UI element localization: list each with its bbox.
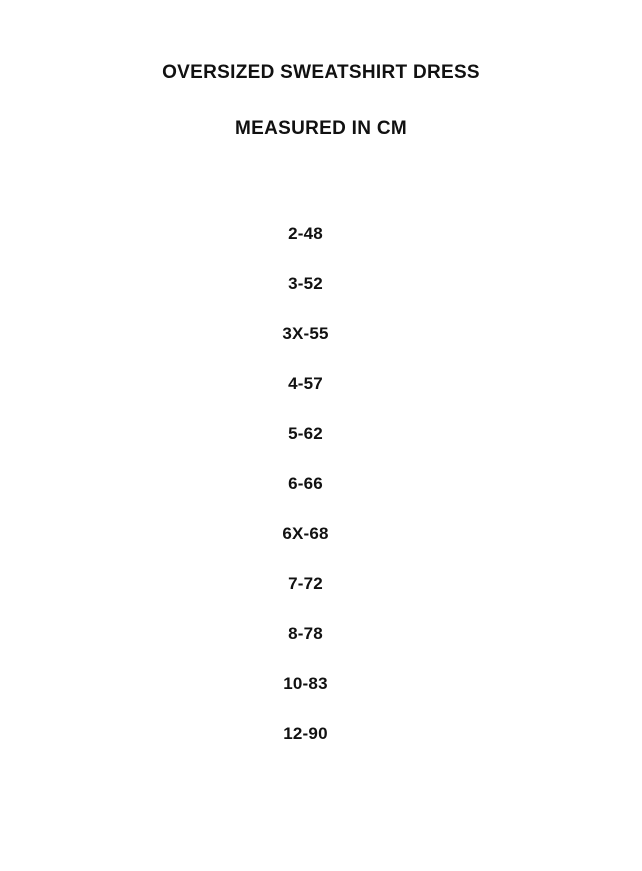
list-item: 10-83: [283, 673, 328, 693]
document-header: [0, 0, 642, 141]
list-item: 3-52: [288, 273, 323, 293]
list-item: 7-72: [288, 573, 323, 593]
list-item: 6X-68: [282, 523, 329, 543]
list-item: 4-57: [288, 373, 323, 393]
list-item: 6-66: [288, 473, 323, 493]
size-list: [0, 209, 642, 759]
list-item: 2-48: [288, 223, 323, 243]
list-item: 12-90: [283, 723, 328, 743]
page-subtitle: MEASURED IN CM: [234, 117, 408, 139]
list-item: 5-62: [288, 423, 323, 443]
list-item: 3X-55: [282, 323, 329, 343]
page-title: OVERSIZED SWEATSHIRT DRESS: [162, 62, 480, 83]
list-item: 8-78: [288, 623, 323, 643]
